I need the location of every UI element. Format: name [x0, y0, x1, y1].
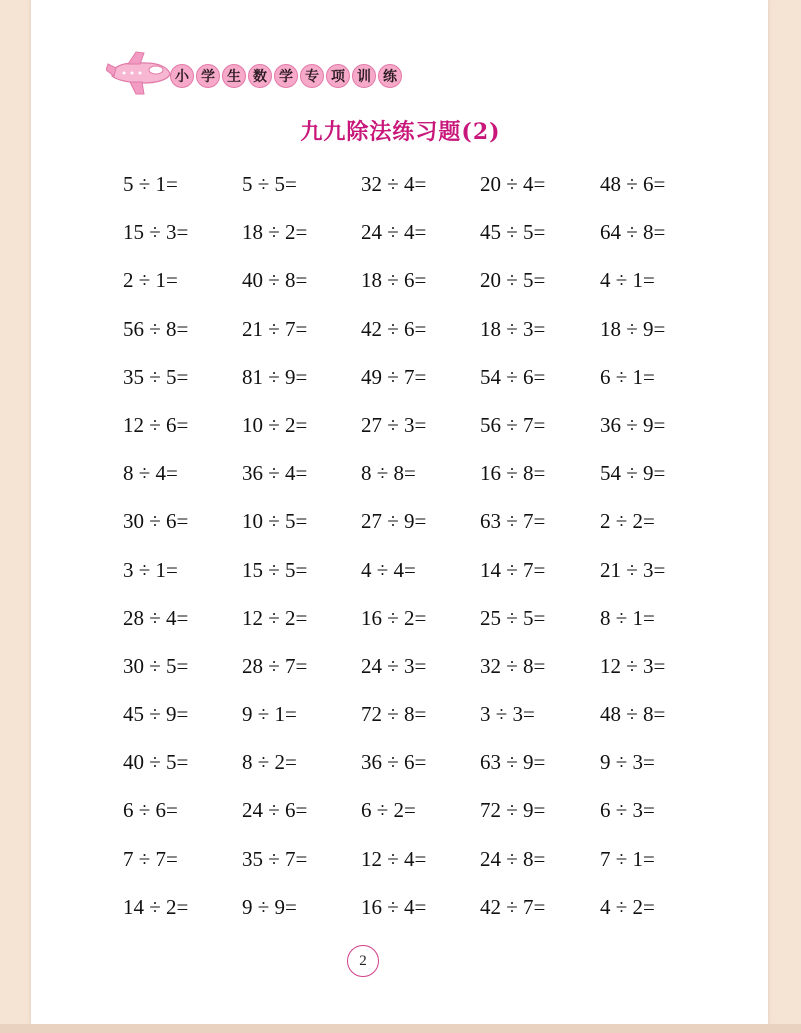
division-problem: 32 ÷ 8= [480, 653, 546, 678]
division-problem: 8 ÷ 2= [242, 750, 297, 775]
division-problem: 24 ÷ 4= [361, 220, 427, 245]
division-problem: 28 ÷ 7= [242, 653, 308, 678]
division-problem: 3 ÷ 3= [480, 702, 535, 727]
division-problem: 30 ÷ 6= [123, 509, 189, 534]
series-banner [106, 50, 426, 98]
division-problem: 15 ÷ 5= [242, 557, 308, 582]
division-problem: 64 ÷ 8= [600, 220, 666, 245]
banner-char: 生 [222, 64, 246, 88]
division-problem: 8 ÷ 8= [361, 461, 416, 486]
division-problem: 2 ÷ 2= [600, 509, 655, 534]
division-problem: 3 ÷ 1= [123, 557, 178, 582]
division-problem: 40 ÷ 5= [123, 750, 189, 775]
banner-char: 学 [196, 64, 220, 88]
division-problem: 36 ÷ 6= [361, 750, 427, 775]
division-problem: 16 ÷ 2= [361, 605, 427, 630]
division-problem: 49 ÷ 7= [361, 364, 427, 389]
division-problem: 35 ÷ 5= [123, 364, 189, 389]
division-problem: 72 ÷ 8= [361, 702, 427, 727]
division-problem: 72 ÷ 9= [480, 798, 546, 823]
division-problem: 21 ÷ 3= [600, 557, 666, 582]
division-problem: 54 ÷ 6= [480, 364, 546, 389]
banner-char: 小 [170, 64, 194, 88]
division-problem: 36 ÷ 9= [600, 412, 666, 437]
division-problem: 27 ÷ 9= [361, 509, 427, 534]
division-problem: 45 ÷ 5= [480, 220, 546, 245]
division-problem: 5 ÷ 5= [242, 172, 297, 196]
division-problem: 2 ÷ 1= [123, 268, 178, 293]
division-problem: 28 ÷ 4= [123, 605, 189, 630]
division-problem: 12 ÷ 6= [123, 412, 189, 437]
division-problem: 15 ÷ 3= [123, 220, 189, 245]
division-problem: 56 ÷ 7= [480, 412, 546, 437]
division-problem: 4 ÷ 2= [600, 894, 655, 919]
division-problem: 5 ÷ 1= [123, 172, 178, 196]
division-problem: 63 ÷ 9= [480, 750, 546, 775]
division-problem: 18 ÷ 6= [361, 268, 427, 293]
banner-char: 专 [300, 64, 324, 88]
division-problem: 27 ÷ 3= [361, 412, 427, 437]
division-problem: 20 ÷ 4= [480, 172, 546, 196]
division-problem: 10 ÷ 5= [242, 509, 308, 534]
division-problem: 16 ÷ 8= [480, 461, 546, 486]
division-problem: 9 ÷ 1= [242, 702, 297, 727]
division-problem: 6 ÷ 2= [361, 798, 416, 823]
banner-title [170, 64, 402, 88]
division-problem: 36 ÷ 4= [242, 461, 308, 486]
division-problem: 4 ÷ 4= [361, 557, 416, 582]
banner-char: 项 [326, 64, 350, 88]
division-problem: 18 ÷ 3= [480, 316, 546, 341]
division-problem: 24 ÷ 6= [242, 798, 308, 823]
division-problem: 4 ÷ 1= [600, 268, 655, 293]
division-problem: 25 ÷ 5= [480, 605, 546, 630]
division-problem: 42 ÷ 7= [480, 894, 546, 919]
division-problem: 42 ÷ 6= [361, 316, 427, 341]
division-problem: 6 ÷ 6= [123, 798, 178, 823]
division-problem: 30 ÷ 5= [123, 653, 189, 678]
banner-char: 练 [378, 64, 402, 88]
division-problem: 24 ÷ 8= [480, 846, 546, 871]
division-problem: 56 ÷ 8= [123, 316, 189, 341]
division-problem: 7 ÷ 7= [123, 846, 178, 871]
division-problem: 21 ÷ 7= [242, 316, 308, 341]
division-problem: 12 ÷ 3= [600, 653, 666, 678]
division-problem: 54 ÷ 9= [600, 461, 666, 486]
division-problem: 6 ÷ 1= [600, 364, 655, 389]
division-problem: 14 ÷ 2= [123, 894, 189, 919]
division-problem: 24 ÷ 3= [361, 653, 427, 678]
banner-char: 训 [352, 64, 376, 88]
division-problem: 48 ÷ 6= [600, 172, 666, 196]
division-problem: 16 ÷ 4= [361, 894, 427, 919]
division-problem: 63 ÷ 7= [480, 509, 546, 534]
banner-char: 数 [248, 64, 272, 88]
division-problem: 35 ÷ 7= [242, 846, 308, 871]
problem-grid [123, 170, 723, 941]
division-problem: 32 ÷ 4= [361, 172, 427, 196]
division-problem: 14 ÷ 7= [480, 557, 546, 582]
division-problem: 8 ÷ 1= [600, 605, 655, 630]
division-problem: 6 ÷ 3= [600, 798, 655, 823]
division-problem: 12 ÷ 4= [361, 846, 427, 871]
division-problem: 9 ÷ 9= [242, 894, 297, 919]
worksheet-title: 九九除法练习题(2) [300, 119, 501, 145]
banner-char: 学 [274, 64, 298, 88]
division-problem: 48 ÷ 8= [600, 702, 666, 727]
page-bottom-edge [0, 1024, 801, 1033]
division-problem: 18 ÷ 9= [600, 316, 666, 341]
division-problem: 9 ÷ 3= [600, 750, 655, 775]
airplane-icon [106, 50, 176, 98]
division-problem: 10 ÷ 2= [242, 412, 308, 437]
division-problem: 40 ÷ 8= [242, 268, 308, 293]
division-problem: 81 ÷ 9= [242, 364, 308, 389]
division-problem: 8 ÷ 4= [123, 461, 178, 486]
division-problem: 18 ÷ 2= [242, 220, 308, 245]
division-problem: 7 ÷ 1= [600, 846, 655, 871]
page-number-badge: 2 [347, 945, 379, 977]
division-problem: 20 ÷ 5= [480, 268, 546, 293]
division-problem: 12 ÷ 2= [242, 605, 308, 630]
division-problem: 45 ÷ 9= [123, 702, 189, 727]
